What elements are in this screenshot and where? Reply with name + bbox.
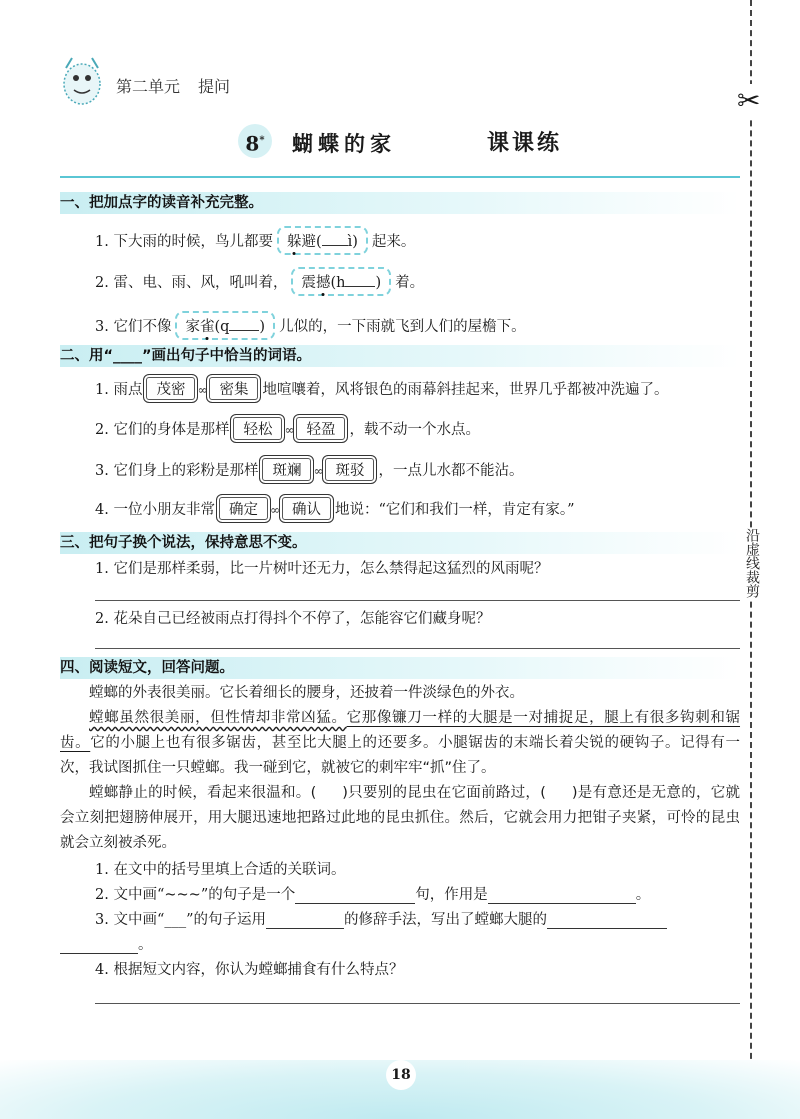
s3-question-1: 1. 它们是那样柔弱，比一片树叶还无力，怎么禁得起这猛烈的风雨呢？ bbox=[95, 561, 549, 577]
underlined-sentence: 它那像镰刀一样的大腿是一对捕捉足，腿上有很多钩刺和锯齿。 bbox=[60, 710, 741, 751]
s2-q1-option-a[interactable]: 茂密 bbox=[143, 374, 198, 403]
s4-q3-blank-1[interactable] bbox=[266, 912, 344, 929]
s1-q1-blank[interactable] bbox=[322, 245, 348, 246]
section-1-heading: 一、把加点字的读音补充完整。 bbox=[60, 192, 740, 214]
passage-paragraph-1: 螳螂的外表很美丽。它长着细长的腰身，还披着一件淡绿色的外衣。 bbox=[89, 685, 524, 701]
section-4-heading: 四、阅读短文，回答问题。 bbox=[60, 657, 740, 679]
s1-q3-box: 家雀(q ) bbox=[175, 311, 275, 340]
s4-question-4: 4. 根据短文内容，你认为螳螂捕食有什么特点？ bbox=[95, 962, 404, 978]
chain-icon: ∞ bbox=[313, 464, 324, 478]
s2-q3-option-a[interactable]: 斑斓 bbox=[259, 455, 314, 484]
header-divider bbox=[60, 176, 740, 178]
s3-question-2: 2. 花朵自己已经被雨点打得抖个不停了，怎能容它们藏身呢？ bbox=[95, 611, 491, 627]
section-3-heading: 三、把句子换个说法，保持意思不变。 bbox=[60, 532, 740, 554]
chain-icon: ∞ bbox=[197, 383, 208, 397]
passage-paragraph-2: 螳螂虽然很美丽，但性情却非常凶猛。它那像镰刀一样的大腿是一对捕捉足，腿上有很多钩刺和锯齿。它的小腿上也有很多锯齿，甚至比大腿上的还要多。小腿锯齿的末端长着尖锐的硬钩子。记得有一次，我试图抓住一只螳螂。我一碰到它，就被它的刺牢牢“抓”住了。 bbox=[60, 710, 741, 776]
s4-question-3: 3. 文中画“___”的句子运用 的修辞手法，写出了螳螂大腿的 bbox=[95, 908, 667, 929]
lesson-title: 蝴蝶的家 bbox=[292, 132, 396, 156]
cut-instruction: 沿虚线裁剪 bbox=[741, 528, 763, 598]
s4-question-1: 1. 在文中的括号里填上合适的关联词。 bbox=[95, 862, 346, 878]
lesson-subtitle: 课课练 bbox=[487, 131, 563, 156]
s2-q4-option-a[interactable]: 确定 bbox=[216, 494, 271, 523]
s4-question-3-cont: 。 bbox=[60, 933, 153, 954]
s3-answer-line-1[interactable] bbox=[95, 600, 740, 601]
section-2-heading: 二、用“____”画出句子中恰当的词语。 bbox=[60, 345, 740, 367]
s4-q2-blank-2[interactable] bbox=[488, 887, 636, 904]
s3-answer-line-2[interactable] bbox=[95, 648, 740, 649]
lesson-number-badge: 8* bbox=[238, 124, 272, 158]
s2-question-1: 1. 雨点 茂密 ∞ 密集 地喧嚷着，风将银色的雨幕斜挂起来，世界几乎都被冲洗遍了。 bbox=[95, 374, 668, 403]
s4-q2-blank-1[interactable] bbox=[295, 887, 415, 904]
s4-q3-blank-2[interactable] bbox=[547, 912, 667, 929]
chain-icon: ∞ bbox=[284, 423, 295, 437]
reading-passage bbox=[60, 681, 740, 856]
wavy-underlined-sentence: 螳螂虽然很美丽，但性情却非常凶猛。 bbox=[89, 710, 347, 726]
chain-icon: ∞ bbox=[269, 503, 280, 517]
s4-question-2: 2. 文中画“~~~”的句子是一个 句，作用是 。 bbox=[95, 887, 651, 903]
s2-q2-option-a[interactable]: 轻松 bbox=[230, 414, 285, 443]
s1-q3-blank[interactable] bbox=[229, 330, 259, 331]
s1-q2-box: 震撼(h ) bbox=[291, 267, 391, 296]
mascot-icon bbox=[56, 50, 108, 110]
page-number: 18 bbox=[386, 1060, 416, 1090]
s2-question-2: 2. 它们的身体是那样 轻松 ∞ 轻盈 ，载不动一个水点。 bbox=[95, 414, 480, 443]
s1-question-3: 3. 它们不像 家雀(q ) 儿似的，一下雨就飞到人们的屋檐下。 bbox=[95, 311, 526, 340]
s1-question-2: 2. 雷、电、雨、风，吼叫着， 震撼(h ) 着。 bbox=[95, 267, 424, 296]
s2-q2-option-b[interactable]: 轻盈 bbox=[293, 414, 348, 443]
s1-question-1: 1. 下大雨的时候，鸟儿都要 躲避( ì) 起来。 bbox=[95, 226, 415, 255]
s2-q4-option-b[interactable]: 确认 bbox=[279, 494, 334, 523]
s4-q3-blank-3[interactable] bbox=[60, 937, 138, 954]
s2-q1-option-b[interactable]: 密集 bbox=[206, 374, 261, 403]
s4-answer-line[interactable] bbox=[95, 1003, 740, 1004]
s1-q2-blank[interactable] bbox=[345, 286, 375, 287]
s1-q1-box: 躲避( ì) bbox=[277, 226, 368, 255]
unit-label: 第二单元 提问 bbox=[116, 77, 231, 96]
s2-question-3: 3. 它们身上的彩粉是那样 斑斓 ∞ 斑驳 ，一点儿水都不能沾。 bbox=[95, 455, 523, 484]
scissors-icon: ✂ bbox=[737, 84, 761, 117]
s2-q3-option-b[interactable]: 斑驳 bbox=[322, 455, 377, 484]
s2-question-4: 4. 一位小朋友非常 确定 ∞ 确认 地说：“它们和我们一样，肯定有家。” bbox=[95, 494, 575, 523]
passage-paragraph-3: 螳螂静止的时候，看起来很温和。( )只要别的昆虫在它面前路过，( )是有意还是无意的，它就会立刻把翅膀伸展开，用大腿迅速地把路过此地的昆虫抓住。然后，它就会用力把钳子夹紧，可怜的昆虫就会立刻被杀死。 bbox=[60, 785, 741, 851]
